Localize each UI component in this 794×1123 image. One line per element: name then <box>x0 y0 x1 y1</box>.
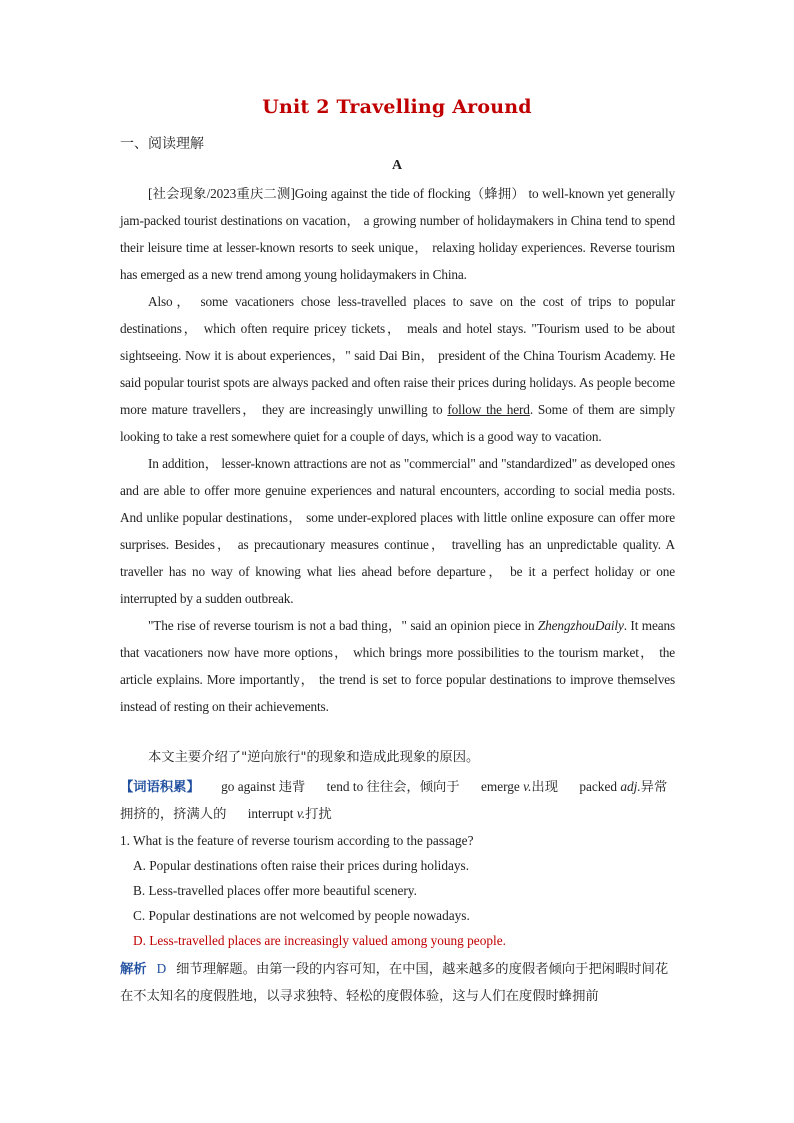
paragraph-4 <box>120 612 675 720</box>
question-1 <box>120 828 680 953</box>
vocab-tag: 【词语积累】 <box>120 779 200 794</box>
section-heading: 一、阅读理解 <box>120 137 204 152</box>
question-stem: 1. What is the feature of reverse tourism according to the passage? <box>120 833 474 848</box>
paragraph-2 <box>120 288 675 450</box>
vocab-term: emerge <box>480 779 520 794</box>
page-title: Unit 2 Travelling Around <box>262 96 532 118</box>
paragraph-3: In addition， lesser-known attractions are not as "commercial" and "standardized" as developed ones and are able to offer more genuine experiences and natural encounters, according to social media posts. And unlike popular destinations， some under-explored places with little online exposure can offer more surprises. Besides， as precautionary measures continue， travelling has an unpredictable quality. A traveller has no way of knowing what lies ahead before departure， be it a perfect holiday or one interrupted by a sudden outbreak. <box>120 456 675 606</box>
vocab-meaning: 往往会，倾向于 <box>366 779 460 794</box>
vocab-pos: adj. <box>620 779 641 794</box>
newspaper-name: ZhengzhouDaily <box>537 618 624 633</box>
paragraph-4-text-b: . It means that vacationers now have more options， which brings more possibilities to the tourism market， the article explains. More importantly， the trend is set to force popular destinations to improve themselves instead of resting on their achievements. <box>120 618 675 714</box>
underlined-phrase: follow the herd <box>447 402 530 417</box>
paragraph-2-text-a: Also， some vacationers chose less-travelled places to save on the cost of trips to popular destinations， which often require pricey tickets， meals and hotel stays. "Tourism used to be about sightseeing. Now it is about experiences，" said Dai Bin， president of the China Tourism Academy. He said popular tourist spots are always packed and often raise their prices during holidays. As people become more mature travellers， they are increasingly unwilling to <box>120 294 675 417</box>
vocabulary-section <box>120 773 680 827</box>
vocab-meaning: 异常拥挤的，挤满人的 <box>120 779 668 821</box>
option-d-correct: D. Less-travelled places are increasingly valued among young people. <box>133 933 506 948</box>
vocab-meaning: 打扰 <box>305 806 332 821</box>
passage-summary: 本文主要介绍了"逆向旅行"的现象和造成此现象的原因。 <box>148 750 480 765</box>
vocab-meaning: 违背 <box>278 779 306 794</box>
passage-label: A <box>391 158 403 173</box>
option-a: A. Popular destinations often raise their prices during holidays. <box>133 858 470 873</box>
paragraph-2-text-b: . Some of them are simply looking to take a rest somewhere quiet for a couple of days, which is a good way to vacation. <box>120 402 675 444</box>
vocab-pos: v. <box>296 806 306 821</box>
vocab-term: tend to <box>326 779 364 794</box>
paragraph-1: [社会现象/2023重庆二测]Going against the tide of flocking（蜂拥） to well-known yet generally jam-packed tourist destinations on vacation， a growing number of holidaymakers in China tend to spend their leisure time at lesser-known resorts to seek unique， relaxing holiday experiences. Reverse tourism has emerged as a new trend among young holidaymakers in China. <box>120 186 675 282</box>
passage-body <box>120 180 675 720</box>
vocab-term: packed <box>579 779 617 794</box>
vocab-term: interrupt <box>247 806 294 821</box>
answer-text: 细节理解题。由第一段的内容可知，在中国，越来越多的度假者倾向于把闲暇时间花在不太知名的度假胜地，以寻求独特、轻松的度假体验，这与人们在度假时蜂拥前 <box>120 961 669 1003</box>
vocab-meaning: 出现 <box>531 779 559 794</box>
vocab-term: go against <box>221 779 276 794</box>
vocab-pos: v. <box>523 779 532 794</box>
answer-key: D <box>156 961 167 976</box>
option-c: C. Popular destinations are not welcomed by people nowadays. <box>133 908 470 923</box>
answer-label: 解析 <box>120 961 147 976</box>
option-b: B. Less-travelled places offer more beautiful scenery. <box>133 883 417 898</box>
paragraph-4-text-a: "The rise of reverse tourism is not a bad thing，" said an opinion piece in <box>148 618 538 633</box>
answer-explanation <box>120 955 680 1009</box>
